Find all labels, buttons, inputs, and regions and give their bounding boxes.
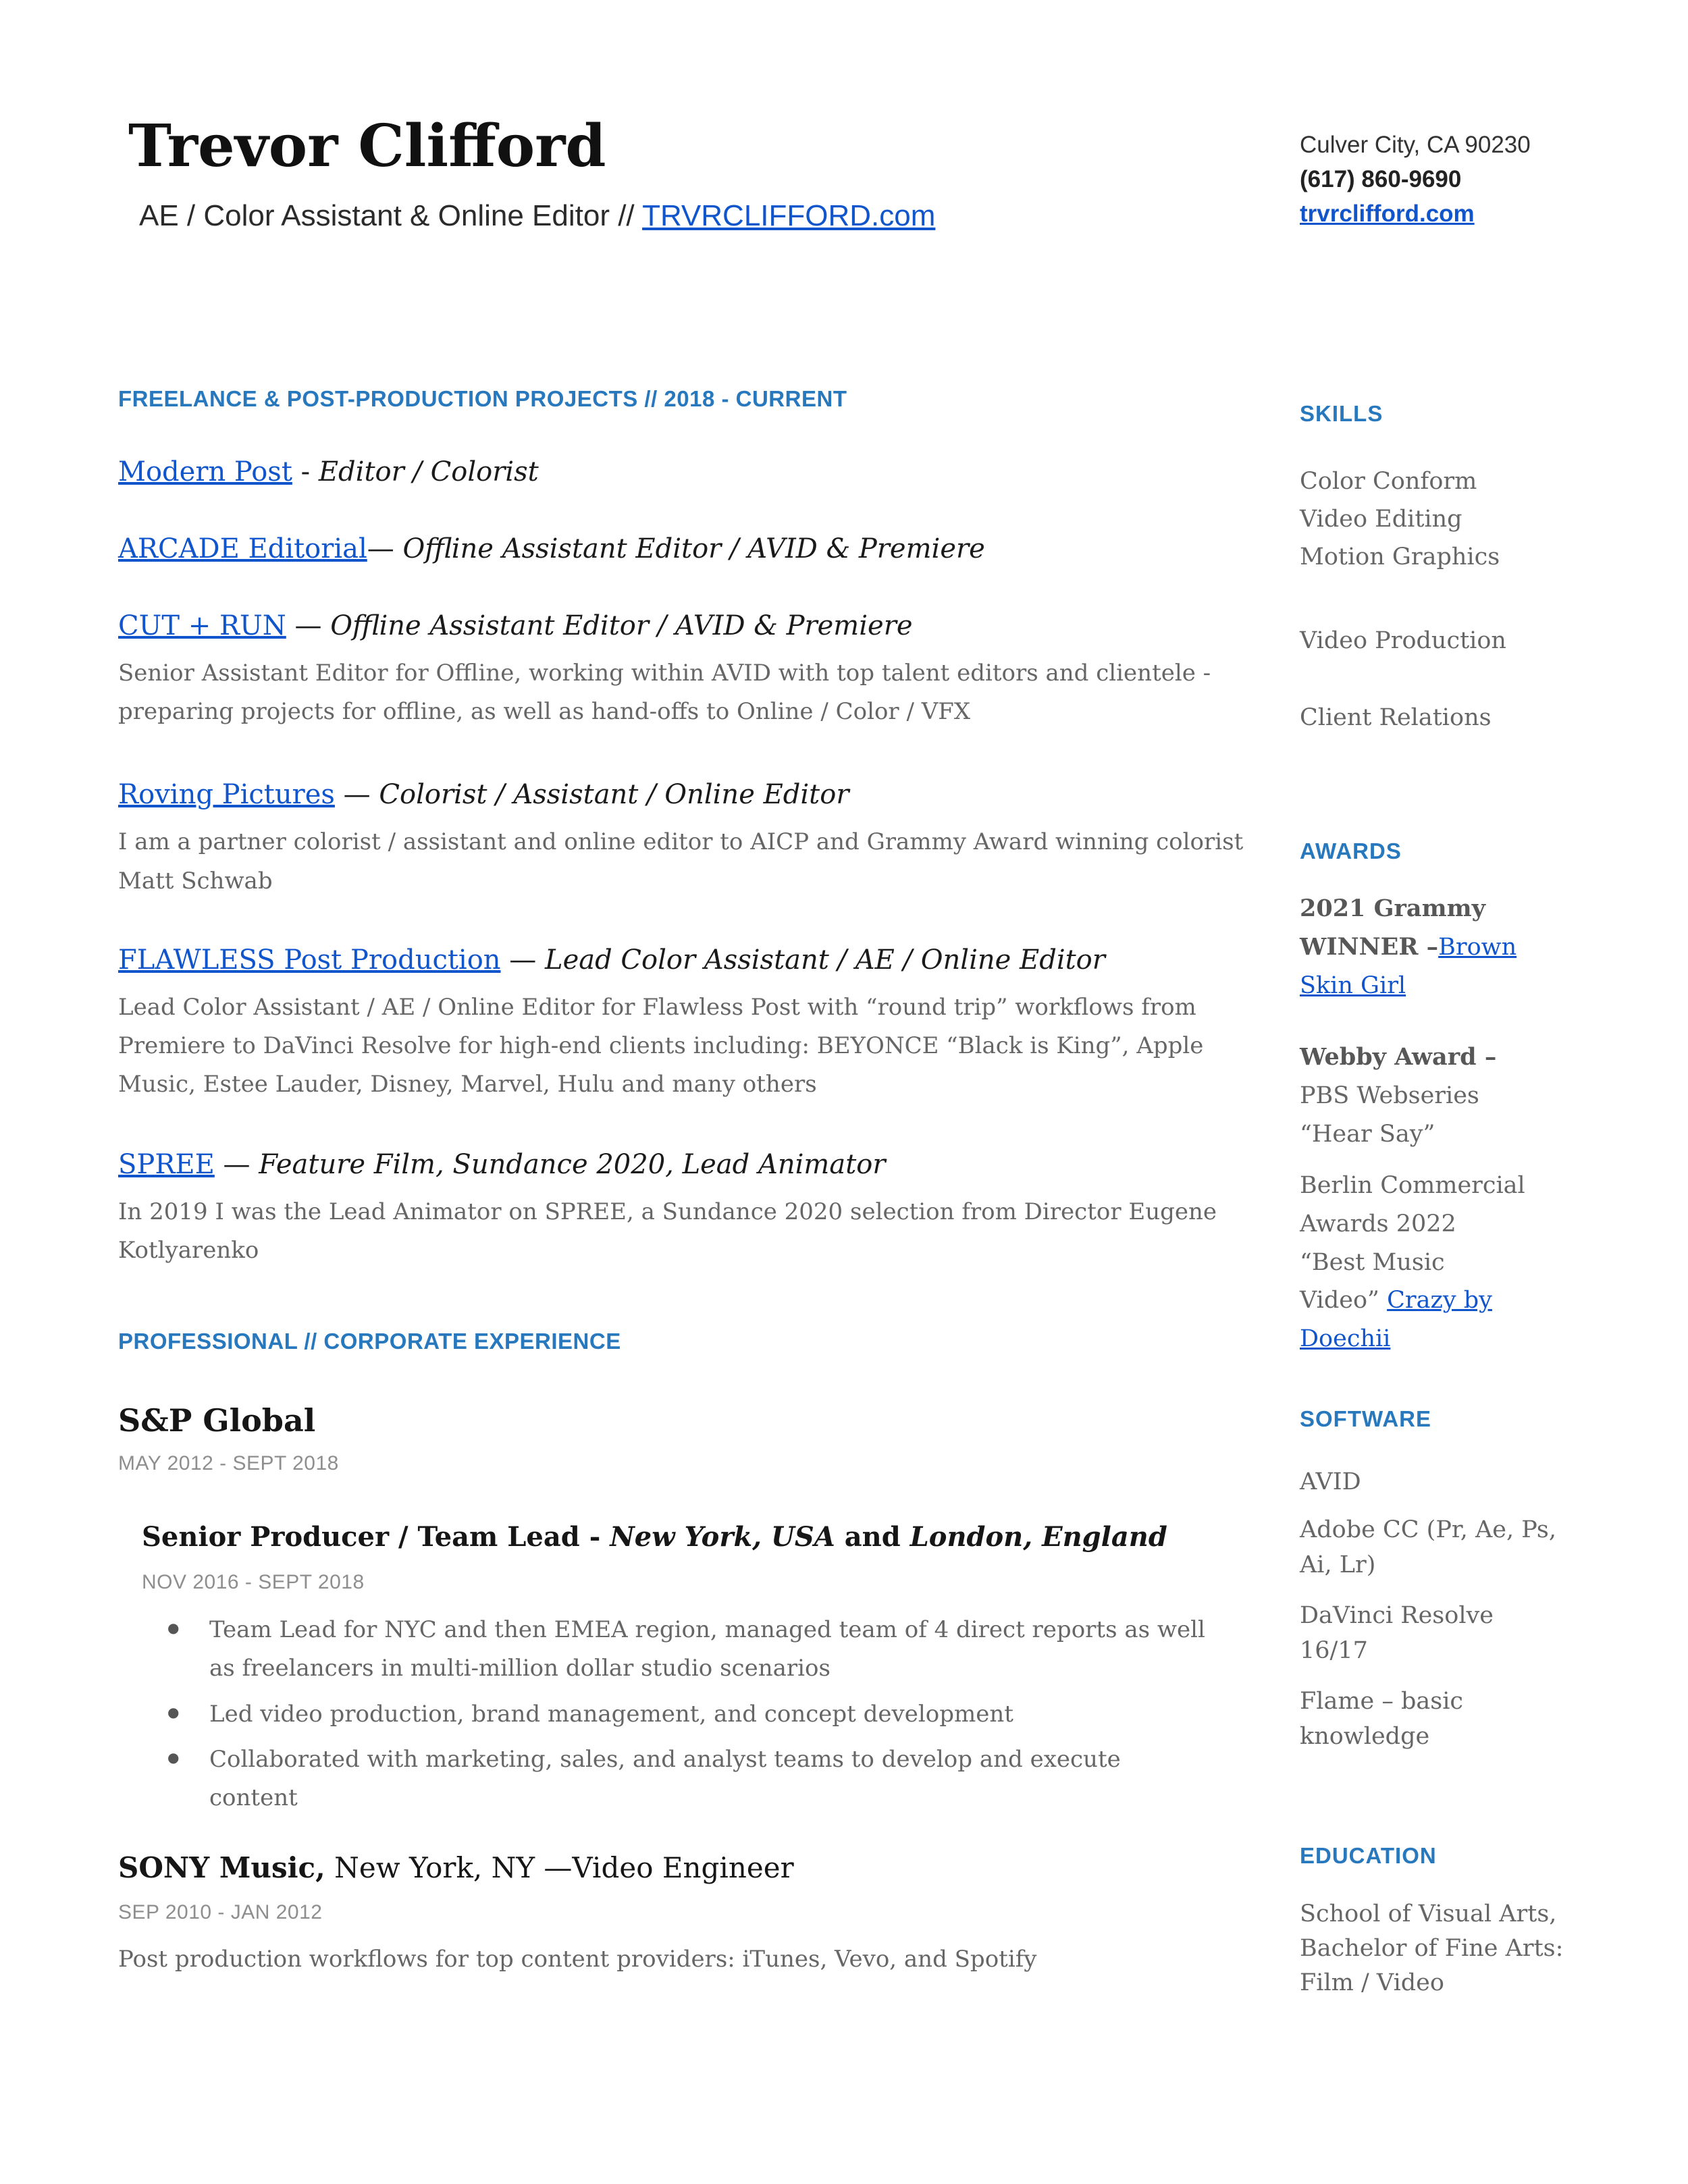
- subtitle-website-link[interactable]: TRVRCLIFFORD.com: [642, 198, 936, 232]
- skill-item: Motion Graphics: [1300, 543, 1500, 570]
- bullet-item: ● Led video production, brand management, and concept development: [209, 1695, 1215, 1734]
- page-title: Trevor Clifford: [128, 112, 606, 180]
- role-location-1: New York, USA: [610, 1520, 835, 1553]
- sony-description: Post production workflows for top content providers: iTunes, Vevo, and Spotify: [118, 1945, 1037, 1973]
- company-sony-bold: SONY Music,: [118, 1850, 325, 1884]
- contact-website-link[interactable]: trvrclifford.com: [1300, 200, 1475, 227]
- software-item: DaVinci Resolve 16/17: [1300, 1601, 1494, 1665]
- award-text: Berlin Commercial Awards 2022 “Best Music Video”: [1300, 1172, 1525, 1314]
- link-roving-pictures[interactable]: Roving Pictures: [118, 779, 335, 811]
- role-senior-producer: [142, 1520, 1266, 1555]
- role-location-2: London, England: [909, 1520, 1167, 1553]
- software-item: AVID: [1300, 1468, 1361, 1496]
- company-sony-rest: New York, NY —Video Engineer: [325, 1850, 794, 1884]
- award-text: PBS Webseries “Hear Say”: [1300, 1082, 1479, 1148]
- skill-item: Color Conform: [1300, 467, 1477, 495]
- skill-item: Video Production: [1300, 627, 1506, 654]
- skill-group: [1300, 699, 1590, 737]
- award-item-berlin: [1300, 1167, 1526, 1358]
- bullet-list: [142, 1611, 1215, 1817]
- role-text: Feature Film, Sundance 2020, Lead Animator: [259, 1149, 886, 1181]
- link-modern-post[interactable]: Modern Post: [118, 456, 292, 488]
- link-cut-run[interactable]: CUT + RUN: [118, 610, 286, 642]
- contact-phone: (617) 860-9690: [1300, 165, 1462, 192]
- freelance-entry-flawless: [118, 942, 1266, 1104]
- skill-item: Video Editing: [1300, 505, 1462, 533]
- link-arcade-editorial[interactable]: ARCADE Editorial: [118, 533, 367, 565]
- section-header-freelance: FREELANCE & POST-PRODUCTION PROJECTS // 2018 - CURRENT: [118, 386, 847, 411]
- role-text: Editor / Colorist: [318, 456, 539, 488]
- software-item: Flame – basic knowledge: [1300, 1687, 1464, 1751]
- software-item: Adobe CC (Pr, Ae, Ps, Ai, Lr): [1300, 1516, 1556, 1579]
- sidebar: [1300, 400, 1590, 2000]
- separator: —: [500, 944, 545, 976]
- role-text: Offline Assistant Editor / AVID & Premiere: [330, 610, 913, 642]
- skill-group: [1300, 622, 1590, 660]
- freelance-entry-spree: [118, 1147, 1266, 1270]
- bullet-item: ● Team Lead for NYC and then EMEA region, managed team of 4 direct reports as well as freelancers in multi-million dollar studio scenarios: [209, 1611, 1215, 1688]
- dates-sp-global: MAY 2012 - SEPT 2018: [118, 1452, 339, 1475]
- dates-senior-producer: NOV 2016 - SEPT 2018: [142, 1570, 365, 1593]
- link-flawless-post[interactable]: FLAWLESS Post Production: [118, 944, 501, 976]
- skill-item: Client Relations: [1300, 703, 1492, 731]
- company-sp-global: S&P Global: [118, 1402, 316, 1439]
- freelance-entry-arcade: [118, 531, 1266, 566]
- award-item-webby: [1300, 1038, 1526, 1153]
- sidebar-skills-header: SKILLS: [1300, 401, 1383, 426]
- contact-block: [1300, 128, 1531, 231]
- freelance-entry-roving: [118, 777, 1266, 900]
- separator: —: [367, 533, 403, 565]
- entry-description: Senior Assistant Editor for Offline, working within AVID with top talent editors and clientele - preparing projects for offline, as well as hand-offs to Online / Color / VFX: [118, 660, 1211, 726]
- link-spree[interactable]: SPREE: [118, 1149, 215, 1181]
- header: [128, 113, 935, 235]
- award-item-grammy: [1300, 890, 1526, 1005]
- freelance-entry-cut-run: [118, 608, 1266, 731]
- role-conjunction: and: [835, 1520, 910, 1553]
- entry-description: I am a partner colorist / assistant and online editor to AICP and Grammy Award winning colorist Matt Schwab: [118, 828, 1244, 895]
- skill-group: [1300, 462, 1590, 576]
- role-prefix: Senior Producer / Team Lead -: [142, 1520, 610, 1553]
- sidebar-software-header: SOFTWARE: [1300, 1406, 1431, 1431]
- section-header-corporate: PROFESSIONAL // CORPORATE EXPERIENCE: [118, 1329, 621, 1354]
- role-text: Offline Assistant Editor / AVID & Premiere: [402, 533, 985, 565]
- bullet-item: ● Collaborated with marketing, sales, and analyst teams to develop and execute content: [209, 1740, 1215, 1817]
- subtitle-text: AE / Color Assistant & Online Editor //: [139, 198, 643, 232]
- role-text: Colorist / Assistant / Online Editor: [379, 779, 849, 811]
- separator: —: [286, 610, 331, 642]
- award-title: Webby Award –: [1300, 1043, 1497, 1071]
- role-text: Lead Color Assistant / AE / Online Editor: [545, 944, 1105, 976]
- separator: —: [334, 779, 379, 811]
- company-sony: [118, 1850, 1266, 1887]
- contact-location: Culver City, CA 90230: [1300, 132, 1531, 158]
- freelance-entry-modern-post: [118, 454, 1266, 489]
- main-column: [118, 385, 1266, 1979]
- separator: —: [214, 1149, 259, 1181]
- header-subtitle: [128, 196, 935, 235]
- dates-sony: SEP 2010 - JAN 2012: [118, 1901, 323, 1924]
- award-link-brown-skin-girl[interactable]: Brown Skin Girl: [1300, 933, 1517, 999]
- education-text: School of Visual Arts, Bachelor of Fine Arts: Film / Video: [1300, 1900, 1564, 1996]
- award-link-crazy-by-doechii[interactable]: Crazy by Doechii: [1300, 1287, 1492, 1353]
- sidebar-awards-header: AWARDS: [1300, 838, 1402, 863]
- sidebar-education-header: EDUCATION: [1300, 1842, 1437, 1868]
- award-title: 2021 Grammy WINNER –: [1300, 895, 1486, 961]
- separator: -: [292, 456, 319, 488]
- entry-description: Lead Color Assistant / AE / Online Editor for Flawless Post with “round trip” workflows from Premiere to DaVinci Resolve for high-end clients including: BEYONCE “Black is King”, Apple Music, Estee Lauder, Disney, Marvel, Hulu and many others: [118, 993, 1204, 1098]
- entry-description: In 2019 I was the Lead Animator on SPREE, a Sundance 2020 selection from Director Eugene Kotlyarenko: [118, 1198, 1217, 1264]
